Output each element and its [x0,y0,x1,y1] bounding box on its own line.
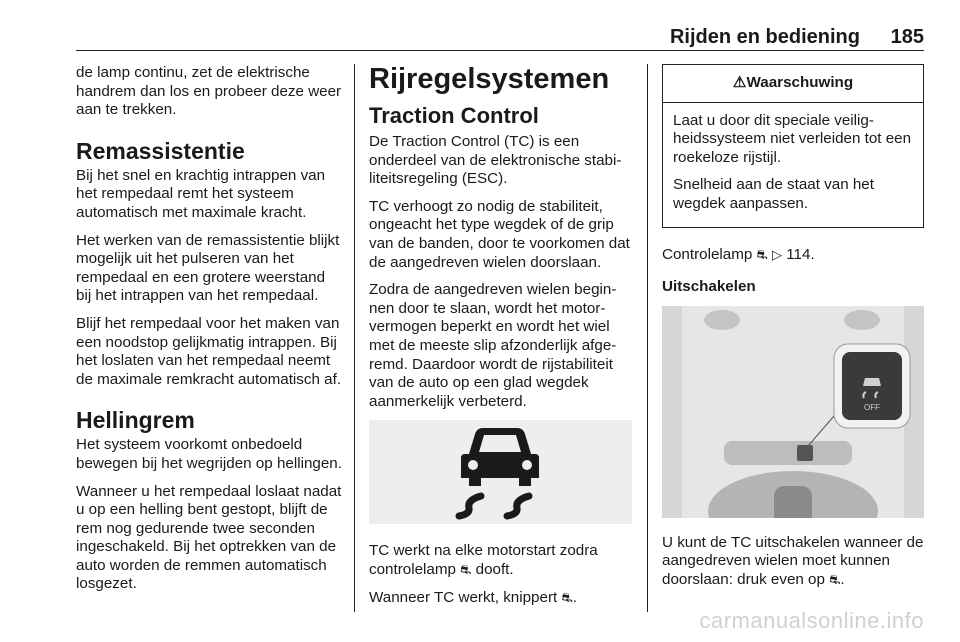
paragraph: TC werkt na elke motorstart zodra controlelamp ⛐ dooft. [369,542,598,578]
paragraph: U kunt de TC uitschakelen wanneer de aangedreven wielen moet kunnen doorslaan: druk even op ⛐. [662,533,924,588]
paragraph: Bij het snel en krachtig intrappen van het rempedaal remt het systeem automatisch met maximale kracht. [76,166,326,221]
warning-body [663,103,923,227]
column-divider-2 [647,64,648,612]
intro-paragraph: de lamp continu, zet de elektrische handrem dan los en probeer deze weer aan te trekken. [76,64,342,119]
header-rule [76,50,924,51]
paragraph: Wanneer u het rempedaal loslaat nadat u op een helling bent gestopt, blijft de rem nog gedurende twee seconden ingeschakeld. Bij het optrekken van de auto worden de remmen automatisch losgezet. [76,482,342,593]
warning-header [663,65,923,103]
tc-lamp-icon: ⛐ [756,246,768,262]
paragraph: De Traction Control (TC) is een onderdeel van de elektronische stabiliteitsregeling (ESC). [369,133,622,188]
paragraph: Het werken van de remassistentie blijkt mogelijk uit het pulseren van het rempedaal en een grotere weerstand bij het intrappen van het rempedaal. [76,231,340,305]
heading-uitschakelen: Uitschakelen [662,278,756,296]
column-right [662,64,924,599]
tc-lamp-icon: ⛐ [829,571,841,587]
column-left [76,64,342,603]
page-header-title: Rijden en bediening [669,26,860,48]
tc-lamp-icon: ⛐ [561,589,573,605]
paragraph: Wanneer TC werkt, knippert ⛐. [369,588,577,606]
paragraph: Blijf het rempedaal voor het maken van een noodstop gelijkmatig intrappen. Bij het loslaten van het rempedaal neemt de maximale remkracht automatisch af. [76,314,342,388]
heading-hellingrem: Hellingrem [76,407,195,434]
paragraph: Het systeem voorkomt onbedoeld bewegen bij het wegrijden op hellingen. [76,436,342,472]
heading-rijregelsystemen: Rijregelsystemen [369,63,610,95]
warning-paragraph: Snelheid aan de staat van het wegdek aanpassen. [673,176,874,212]
heading-remassistentie: Remassistentie [76,137,245,164]
warning-box [662,64,924,228]
warning-paragraph: Laat u door dit speciale veiligheidssysteem niet verleiden tot een roekeloze rijstijl. [673,111,912,166]
off-button-label: OFF [864,402,880,412]
warning-title: Waarschuwing [746,74,854,91]
tc-lamp-icon: ⛐ [460,561,472,577]
paragraph: TC verhoogt zo nodig de stabiliteit, ongeacht het type wegdek of de grip van de banden, door te voorkomen dat de aangedreven wielen doorslaan. [369,197,630,271]
column-divider-1 [354,64,355,612]
traction-control-icon [369,420,632,524]
tc-off-button-photo [662,306,924,518]
watermark: carmanualsonline.info [699,608,924,633]
traction-control-symbol-illustration [369,420,632,524]
paragraph: Zodra de aangedreven wielen beginnen door te slaan, wordt het motorvermogen beperkt en wordt het wiel met de meeste slip afzonderlijk afgeremd. Daardoor wordt de rijstabiliteit van de auto op een glad wegdek aanmerkelijk verbeterd. [369,281,617,410]
page-number: 185 [890,26,924,48]
column-middle [369,64,633,616]
page-reference-arrow-icon: ▷ [772,246,783,262]
warning-icon: ⚠ [732,74,747,91]
paragraph: Controlelamp ⛐ ▷ 114. [662,245,815,263]
heading-traction-control: Traction Control [369,103,539,128]
